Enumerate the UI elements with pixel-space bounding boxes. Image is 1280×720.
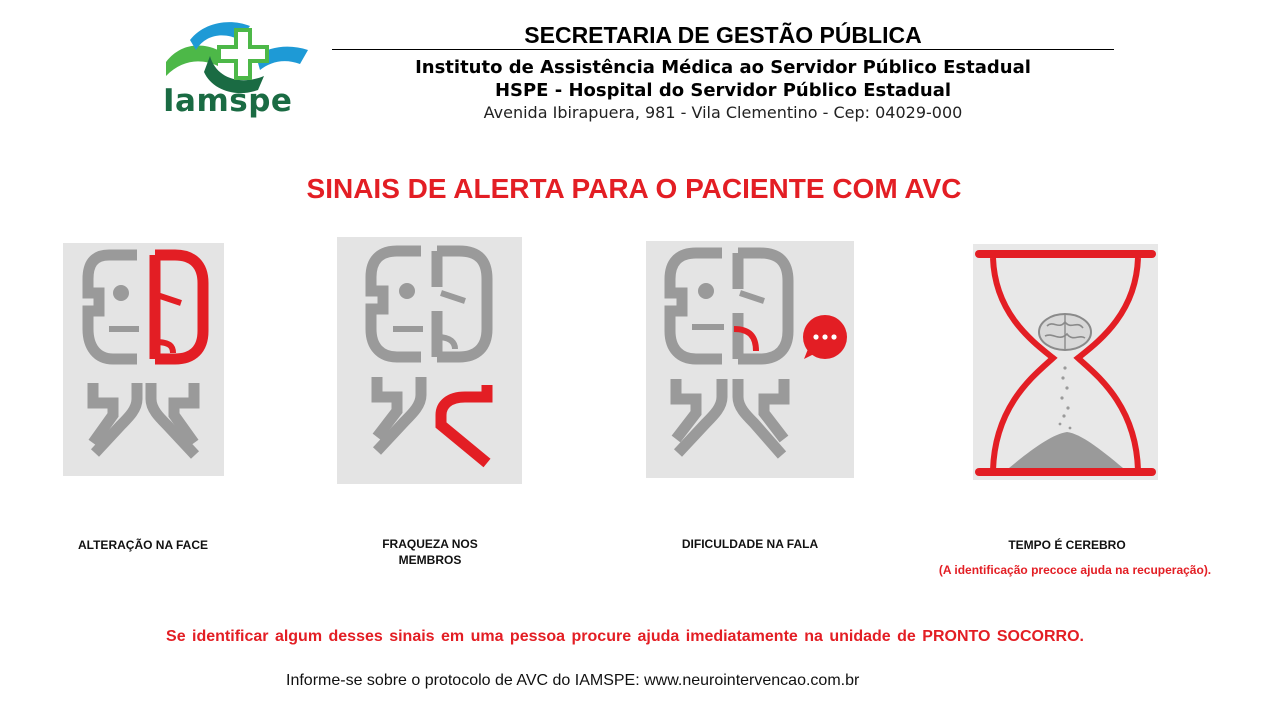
face-change-icon bbox=[63, 243, 224, 476]
institute-name: Instituto de Assistência Médica ao Servidor Público Estadual bbox=[415, 57, 1031, 78]
page-title: SINAIS DE ALERTA PARA O PACIENTE COM AVC bbox=[306, 173, 962, 204]
header-divider bbox=[332, 49, 1114, 50]
sign-label-limbs bbox=[340, 536, 520, 568]
speech-difficulty-card bbox=[646, 241, 854, 478]
brain-icon bbox=[1039, 314, 1091, 350]
logo-text: Iamspe bbox=[163, 83, 293, 119]
hospital-name: HSPE - Hospital do Servidor Público Estadual bbox=[494, 80, 952, 101]
sign-note-time: (A identificação precoce ajuda na recuperação). bbox=[938, 563, 1212, 577]
limb-weakness-icon bbox=[337, 237, 522, 484]
hourglass-brain-icon bbox=[973, 244, 1158, 480]
sign-label-limbs-text: FRAQUEZA NOS MEMBROS bbox=[382, 537, 478, 567]
emergency-warning: Se identificar algum desses sinais em uma pessoa procure ajuda imediatamente na unidade de PRONTO SOCORRO. bbox=[166, 628, 1084, 645]
hospital-address: Avenida Ibirapuera, 981 - Vila Clementino - Cep: 04029-000 bbox=[483, 103, 963, 122]
hourglass-card bbox=[973, 244, 1158, 480]
secretariat-title: SECRETARIA DE GESTÃO PÚBLICA bbox=[524, 22, 922, 48]
protocol-info: Informe-se sobre o protocolo de AVC do IAMSPE: www.neurointervencao.com.br bbox=[286, 672, 860, 689]
sign-label-time: TEMPO É CEREBRO bbox=[1008, 538, 1126, 552]
sign-label-speech: DIFICULDADE NA FALA bbox=[681, 537, 819, 551]
sign-label-face: ALTERAÇÃO NA FACE bbox=[78, 538, 208, 552]
face-change-card bbox=[63, 243, 224, 476]
speech-difficulty-icon bbox=[646, 241, 854, 478]
speech-bubble-icon bbox=[803, 315, 847, 359]
limb-weakness-card bbox=[337, 237, 522, 484]
